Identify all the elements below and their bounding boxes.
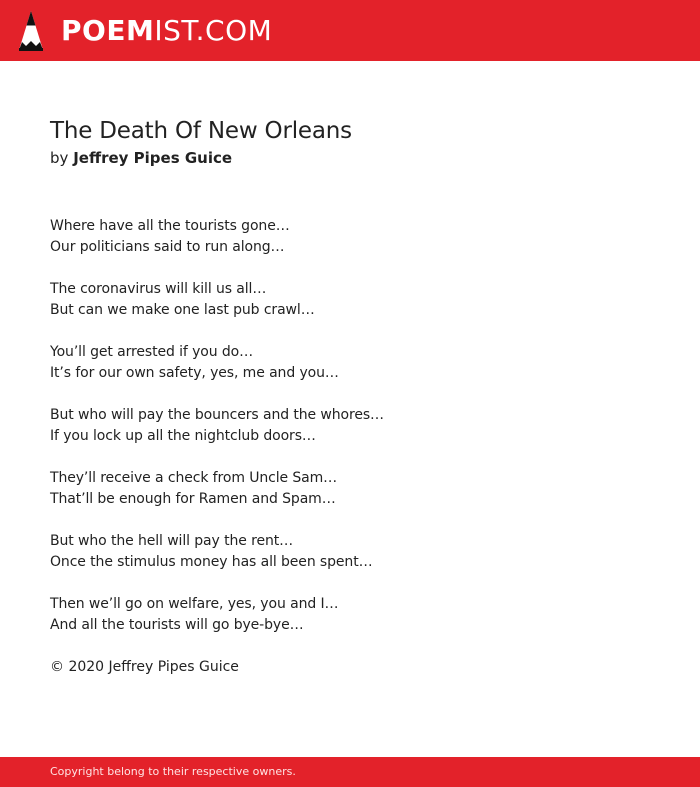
poem-content: [50, 116, 670, 678]
stanza: [50, 468, 670, 510]
stanza: [50, 405, 670, 447]
poem-body: [50, 216, 670, 678]
logo-bold-text: POEM: [61, 14, 155, 47]
stanza: [50, 216, 670, 258]
poem-line: It’s for our own safety, yes, me and you…: [50, 365, 339, 381]
poem-line: Then we’ll go on welfare, yes, you and I…: [50, 596, 339, 612]
site-footer: [0, 757, 700, 787]
byline-prefix: by: [50, 149, 69, 167]
footer-copyright-notice: Copyright belong to their respective owners.: [50, 765, 296, 778]
logo-wordmark: [61, 9, 272, 53]
logo-light-text: IST.COM: [154, 14, 273, 47]
stanza: [50, 342, 670, 384]
site-logo[interactable]: [18, 9, 272, 53]
poem-line: Once the stimulus money has all been spent…: [50, 554, 373, 570]
poem-line: Our politicians said to run along…: [50, 239, 285, 255]
stanza: [50, 531, 670, 573]
poem-line: That’ll be enough for Ramen and Spam…: [50, 491, 336, 507]
poem-byline: [50, 146, 670, 170]
poem-line: You’ll get arrested if you do…: [50, 344, 254, 360]
poem-line: The coronavirus will kill us all…: [50, 281, 267, 297]
stanza: [50, 594, 670, 636]
poem-line: But who will pay the bouncers and the whores…: [50, 407, 384, 423]
poem-line: But who the hell will pay the rent…: [50, 533, 294, 549]
author-name[interactable]: Jeffrey Pipes Guice: [73, 149, 233, 167]
poem-line: If you lock up all the nightclub doors…: [50, 428, 316, 444]
site-header: [0, 0, 700, 61]
poem-title: The Death Of New Orleans: [50, 118, 352, 144]
poem-line: They’ll receive a check from Uncle Sam…: [50, 470, 338, 486]
pencil-tip-icon: [18, 10, 44, 52]
stanza: [50, 279, 670, 321]
poem-line: But can we make one last pub crawl…: [50, 302, 315, 318]
poem-line: And all the tourists will go bye-bye…: [50, 617, 304, 633]
poem-line: Where have all the tourists gone…: [50, 218, 290, 234]
poem-copyright: © 2020 Jeffrey Pipes Guice: [50, 659, 239, 675]
